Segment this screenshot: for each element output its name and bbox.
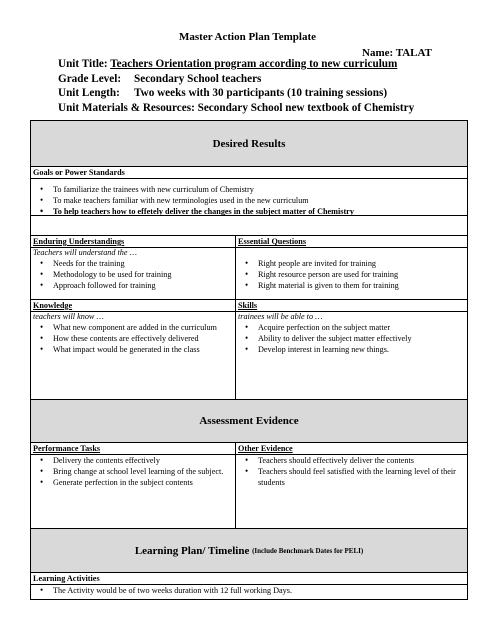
enduring-understandings: [31, 236, 236, 299]
list-item: • Right resource person are used for training: [258, 269, 467, 280]
enduring-understandings-list: [31, 258, 235, 291]
learning-plan-note: (Include Benchmark Dates for PELI): [252, 546, 364, 555]
assessment-evidence-heading: Assessment Evidence: [199, 415, 299, 427]
goals-list: [31, 184, 467, 217]
unit-title-label: Unit Title:: [58, 58, 108, 70]
list-item: • Delivery the contents effectively: [53, 455, 235, 466]
list-item: • Approach followed for training: [53, 280, 235, 291]
enduring-understandings-label: Enduring Understandings: [31, 236, 235, 248]
length-line: [58, 86, 414, 101]
skills: [236, 300, 467, 399]
knowledge-label: Knowledge: [31, 300, 235, 312]
skills-intro: trainees will be able to …: [238, 312, 323, 321]
goals-label: Goals or Power Standards: [31, 168, 467, 179]
list-item: • Acquire perfection on the subject matter: [258, 322, 467, 333]
assessment-row: [31, 443, 467, 529]
list-item: • Ability to deliver the subject matter effectively: [258, 333, 467, 344]
learning-activities-label: Learning Activities: [31, 573, 467, 585]
list-item: • Develop interest in learning new things.: [258, 344, 467, 355]
assessment-evidence-band: [31, 400, 467, 443]
essential-questions-list: [236, 258, 467, 291]
essential-questions-label: Essential Questions: [236, 236, 467, 248]
materials-line: Unit Materials & Resources: Secondary School new textbook of Chemistry: [58, 101, 415, 114]
other-evidence-label: Other Evidence: [236, 443, 467, 455]
length-label: Unit Length:: [58, 87, 120, 99]
length-value: Two weeks with 30 participants (10 training sessions): [134, 87, 388, 99]
list-item: • Methodology to be used for training: [53, 269, 235, 280]
list-item: • What impact would be generated in the class: [53, 344, 235, 355]
learning-plan-heading: Learning Plan/ Timeline: [134, 544, 250, 557]
learning-activities-list: [31, 585, 467, 596]
other-evidence: [236, 443, 467, 528]
knowledge-skills-row: [31, 300, 467, 400]
list-item: • The Activity would be of two weeks duration with 12 full working Days.: [53, 585, 467, 596]
list-item: • What new component are added in the curriculum: [53, 322, 235, 333]
performance-tasks-label: Performance Tasks: [31, 443, 235, 455]
knowledge: [31, 300, 236, 399]
list-item: • Right material is given to them for training: [258, 280, 467, 291]
unit-meta: [58, 57, 414, 115]
list-item: • To help teachers how to effetely deliver the changes in the subject matter of Chemistry: [53, 206, 467, 217]
learning-activities: [31, 585, 467, 599]
skills-label: Skills: [236, 300, 467, 312]
list-item: • Teachers should effectively deliver the contents: [258, 455, 467, 466]
list-item: • To make teachers familiar with new terminologies used in the new curriculum: [53, 195, 467, 206]
desired-results-band: [31, 121, 467, 167]
list-item: • Needs for the training: [53, 258, 235, 269]
knowledge-list: [31, 322, 235, 355]
knowledge-intro: teachers will know …: [33, 312, 104, 321]
plan-table: [30, 120, 468, 600]
author-name: Name: TALAT: [362, 47, 432, 59]
unit-title-value: Teachers Orientation program according to new curriculum: [110, 58, 398, 70]
understanding-questions-row: [31, 236, 467, 300]
list-item: • To familiarize the trainees with new curriculum of Chemistry: [53, 184, 467, 195]
learning-plan-band: [31, 529, 467, 573]
list-item: • Right people are invited for training: [258, 258, 467, 269]
document-title: Master Action Plan Template: [179, 31, 316, 43]
list-item: • Bring change at school level learning of the subject.: [53, 466, 235, 477]
enduring-understandings-intro: Teachers will understand the …: [33, 248, 137, 257]
grade-line: [58, 72, 414, 87]
performance-tasks: [31, 443, 236, 528]
grade-label: Grade Level:: [58, 72, 122, 85]
desired-results-heading: Desired Results: [212, 137, 286, 150]
unit-title-line: [58, 57, 414, 72]
skills-list: [236, 322, 467, 355]
grade-value: Secondary School teachers: [134, 72, 262, 85]
list-item: • How these contents are effectively delivered: [53, 333, 235, 344]
list-item: • Generate perfection in the subject contents: [53, 477, 235, 488]
list-item: • Teachers should feel satisfied with the learning level of their students: [258, 466, 467, 488]
goals-list-section: [31, 178, 467, 236]
performance-tasks-list: [31, 455, 235, 488]
essential-questions: [236, 236, 467, 299]
other-evidence-list: [236, 455, 467, 488]
